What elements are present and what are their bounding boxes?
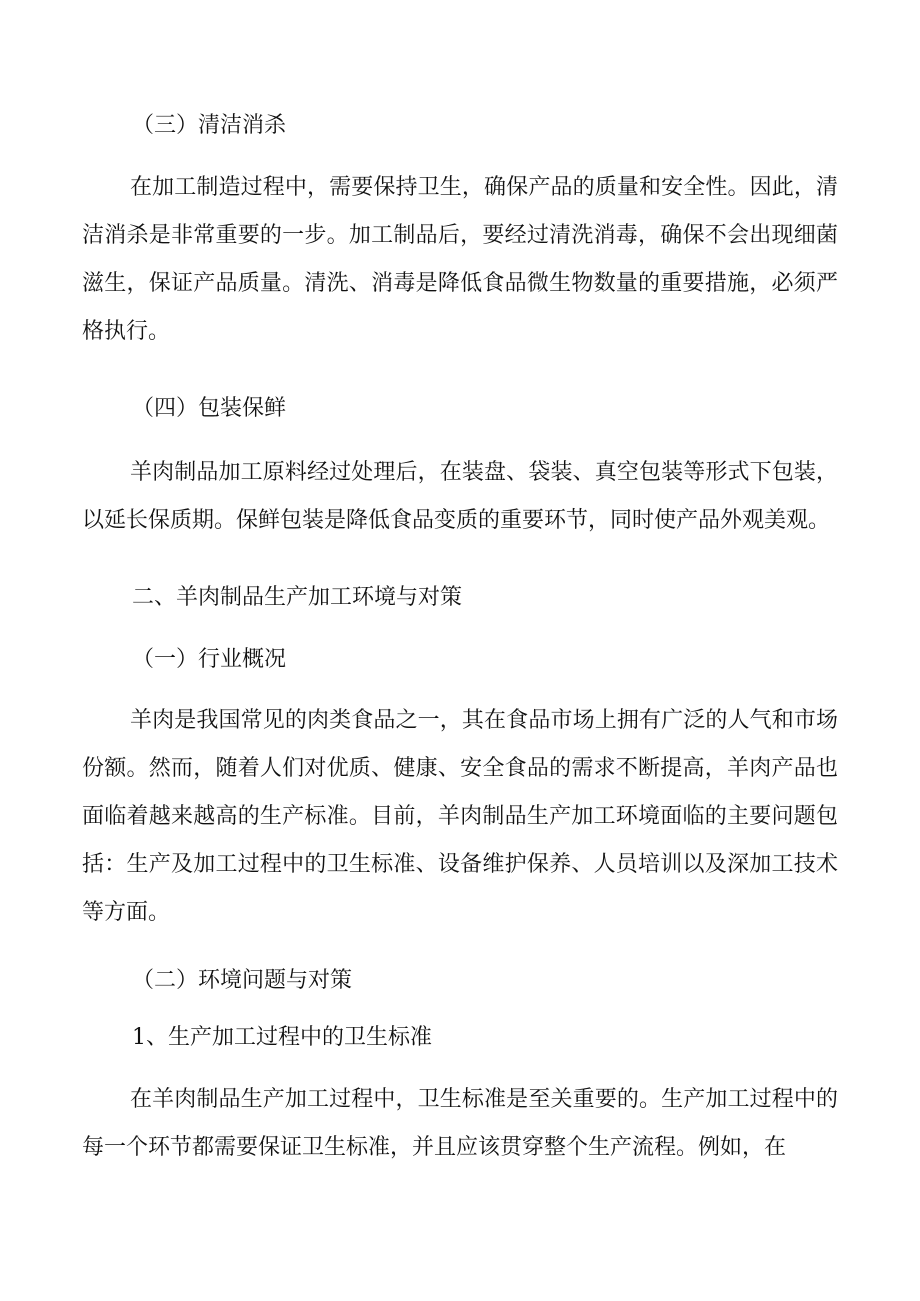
- item-heading-hygiene: 1、生产加工过程中的卫生标准: [132, 1025, 432, 1050]
- paragraph-packaging: 羊肉制品加工原料经过处理后，在装盘、袋装、真空包装等形式下包装，以延长保质期。保鲜包装是降低食品变质的重要环节，同时使产品外观美观。: [82, 460, 838, 533]
- section-heading-industry-overview: （一）行业概况: [132, 647, 287, 672]
- paragraph-industry-overview: 羊肉是我国常见的肉类食品之一，其在食品市场上拥有广泛的人气和市场份额。然而，随着人们对优质、健康、安全食品的需求不断提高，羊肉产品也面临着越来越高的生产标准。目前，羊肉制品生产加工环境面临的主要问题包括：生产及加工过程中的卫生标准、设备维护保养、人员培训以及深加工技术等方面。: [82, 708, 838, 925]
- chapter-heading-environment: 二、羊肉制品生产加工环境与对策: [132, 585, 463, 610]
- paragraph-cleaning: 在加工制造过程中，需要保持卫生，确保产品的质量和安全性。因此，清洁消杀是非常重要的一步。加工制品后，要经过清洗消毒，确保不会出现细菌滋生，保证产品质量。清洗、消毒是降低食品微生物数量的重要措施，必须严格执行。: [82, 175, 838, 344]
- section-heading-environment-issues: （二）环境问题与对策: [132, 968, 353, 993]
- paragraph-hygiene: 在羊肉制品生产加工过程中，卫生标准是至关重要的。生产加工过程中的每一个环节都需要保证卫生标准，并且应该贯穿整个生产流程。例如，在: [82, 1087, 838, 1160]
- section-heading-packaging: （四）包装保鲜: [132, 396, 287, 421]
- section-heading-cleaning: （三）清洁消杀: [132, 113, 287, 138]
